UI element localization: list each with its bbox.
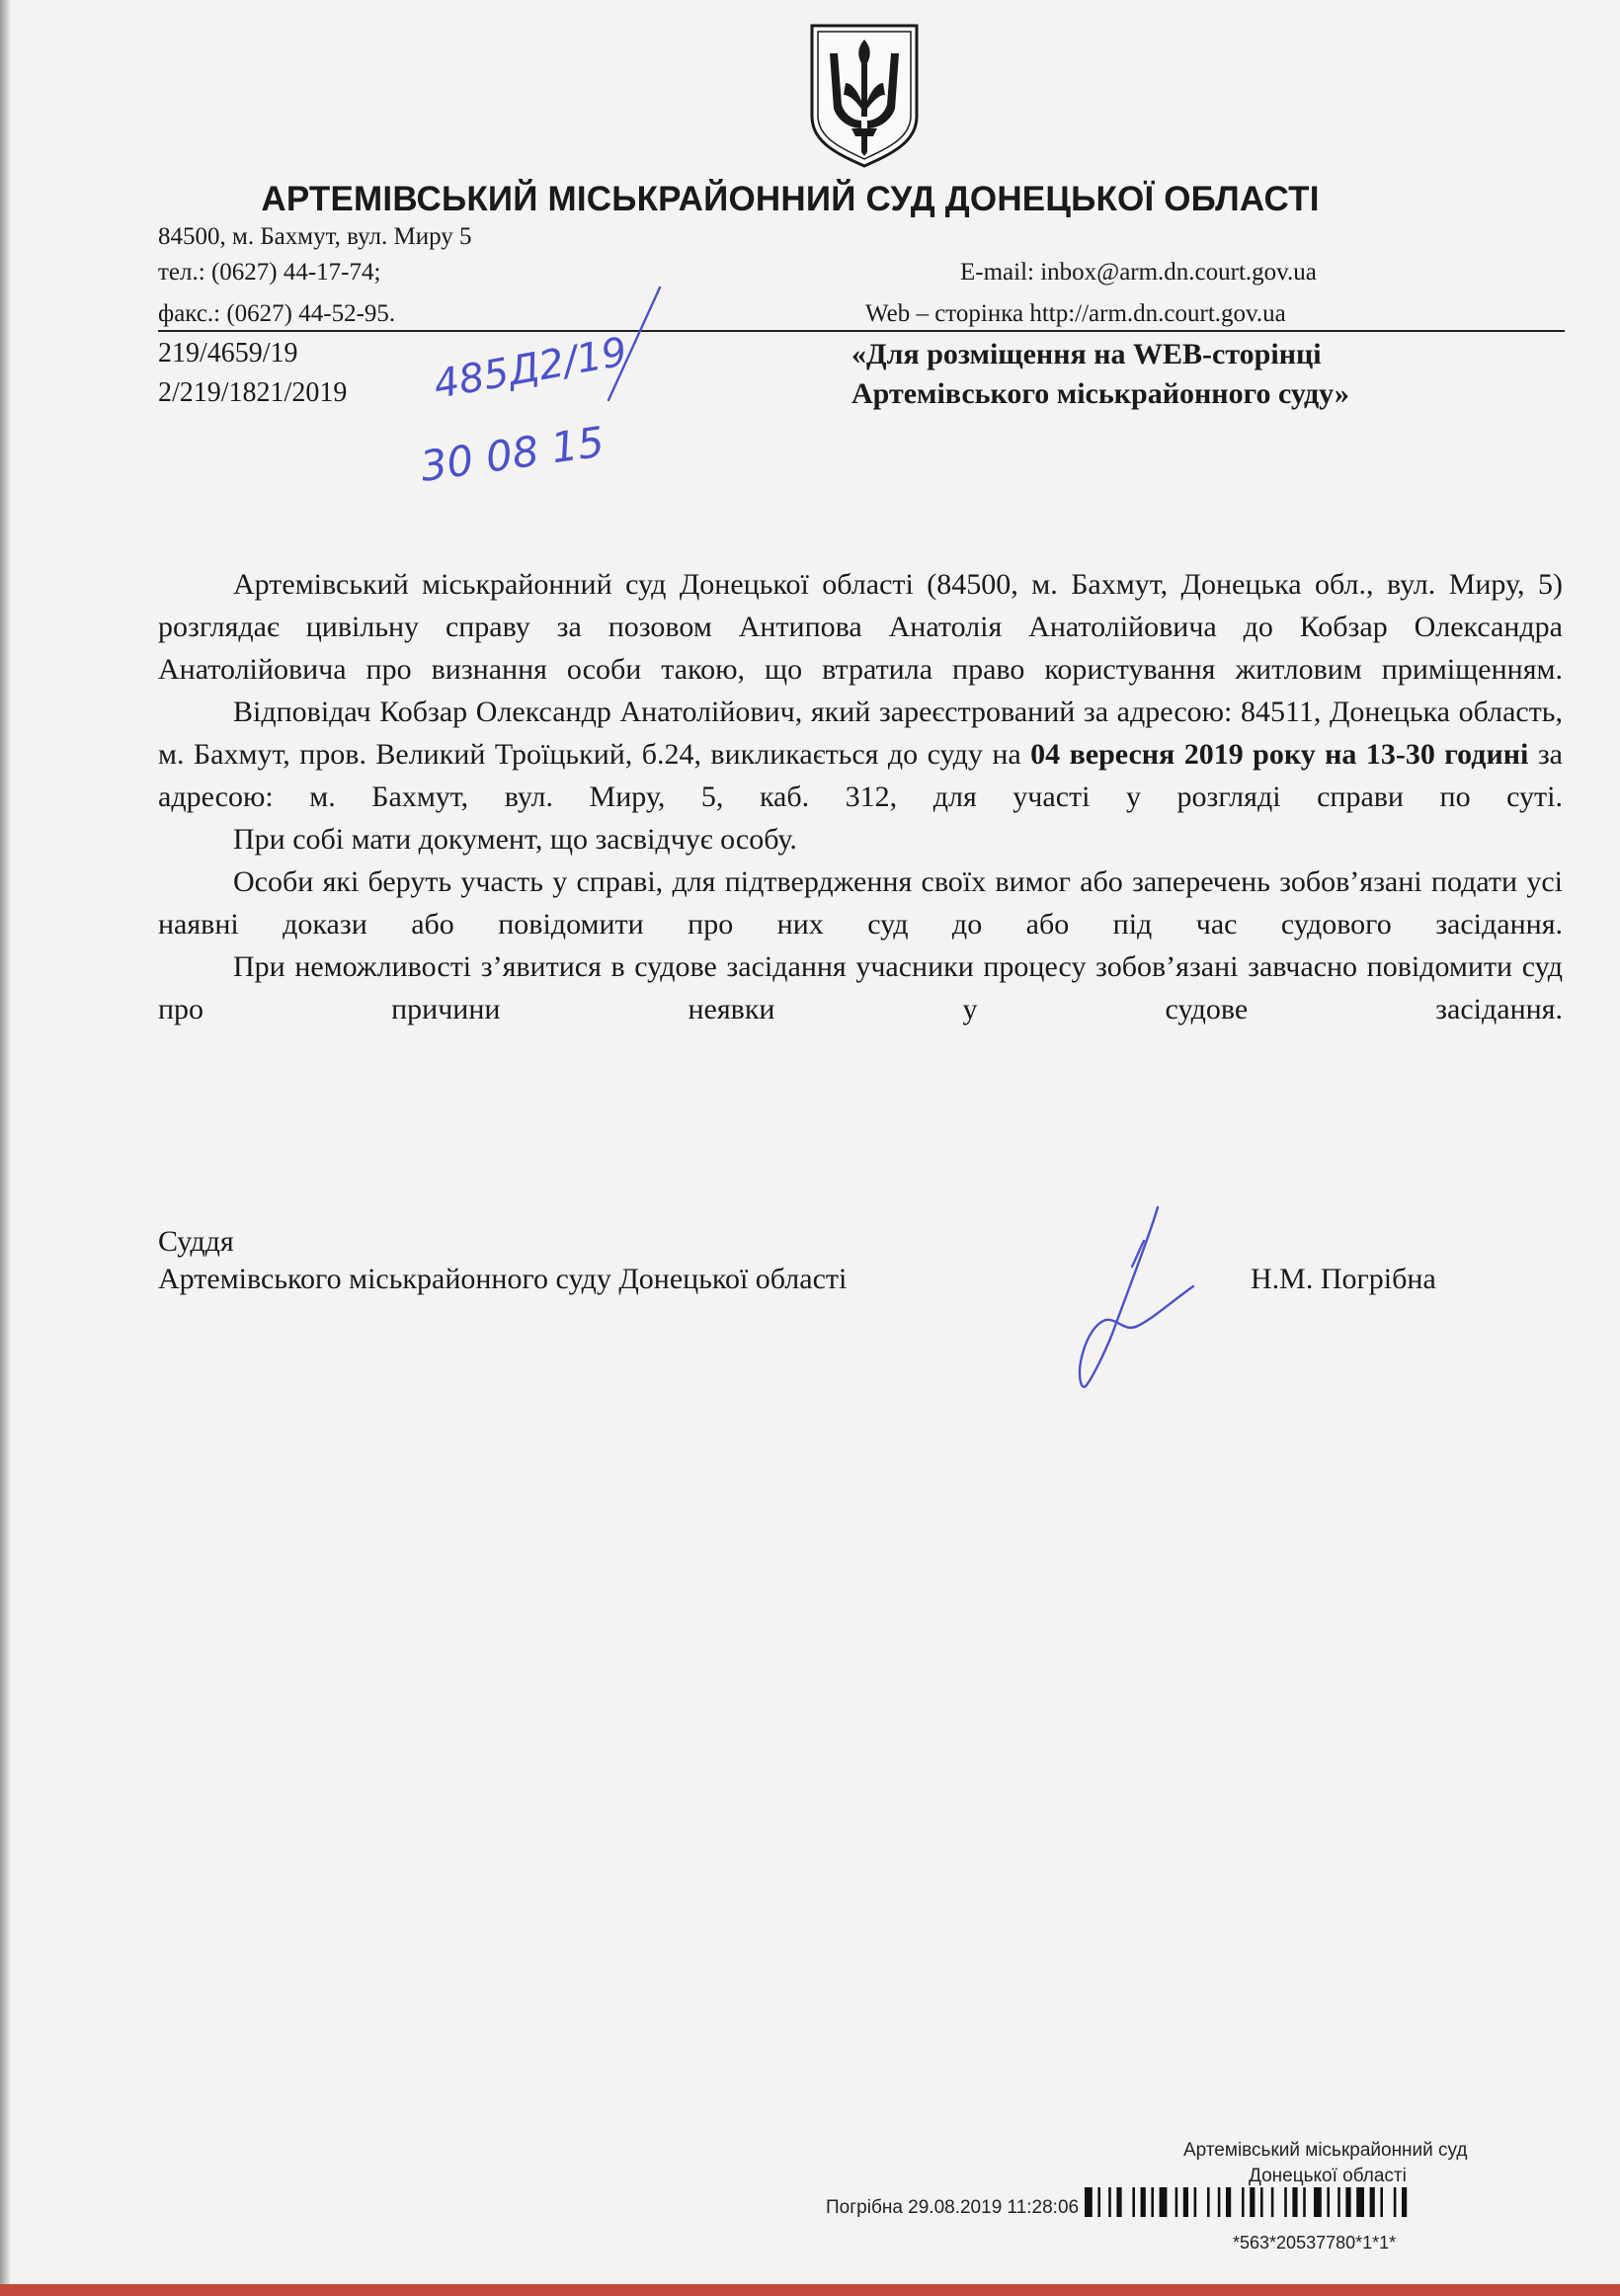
web-notice-line-1: «Для розміщення на WEB-сторінці: [851, 338, 1322, 370]
body-paragraph-2-tail: за адресою: м. Бахмут, вул. Миру, 5, каб. 312, для участі у розгляді справи по суті.: [158, 738, 1563, 813]
barcode-bar: [1284, 2187, 1287, 2217]
stamp-court-line-2: Донецької області: [1249, 2166, 1407, 2186]
document-body: [158, 563, 1563, 1030]
barcode-bar: [1380, 2187, 1383, 2217]
barcode-bar: [1194, 2187, 1197, 2217]
court-website: Web – сторінка http://arm.dn.court.gov.ua: [865, 300, 1286, 327]
judge-signature-icon: [1017, 1195, 1215, 1393]
body-paragraph-4: Особи які беруть участь у справі, для підтвердження своїх вимог або заперечень зобов’язані подати усі наявні докази або повідомити про них суд до або під час судового засідання.: [158, 865, 1563, 941]
header-divider: [158, 330, 1565, 332]
signature-title: Суддя: [158, 1225, 234, 1258]
coat-of-arms-icon: [808, 22, 921, 170]
barcode-bar: [1292, 2187, 1297, 2217]
judge-name: Н.М. Погрібна: [1251, 1263, 1436, 1295]
barcode-bar: [1160, 2187, 1168, 2217]
barcode-bar: [1356, 2187, 1364, 2217]
barcode-bar: [1337, 2187, 1340, 2217]
barcode-bar: [1151, 2187, 1154, 2217]
barcode-bar: [1175, 2187, 1178, 2217]
stamp-court-line-1: Артемівський міськрайонний суд: [1183, 2140, 1468, 2161]
court-phone: тел.: (0627) 44-17-74;: [158, 259, 381, 286]
signature-court: Артемівського міськрайонного суду Донецької області: [158, 1263, 848, 1295]
barcode-bar: [1345, 2187, 1350, 2217]
scan-bottom-edge: [0, 2284, 1620, 2296]
court-fax: факс.: (0627) 44-52-95.: [158, 300, 396, 327]
stamp-signer-time: Погрібна 29.08.2019 11:28:06: [826, 2197, 1080, 2218]
barcode-bar: [1097, 2187, 1100, 2217]
body-paragraph-3: При собі мати документ, що засвідчує особу.: [233, 823, 797, 856]
barcode-bar: [1250, 2187, 1255, 2217]
barcode-bar: [1207, 2187, 1210, 2217]
barcode-bar: [1303, 2187, 1306, 2217]
barcode-bar: [1085, 2187, 1093, 2217]
barcode-bar: [1242, 2187, 1245, 2217]
barcode-text: *563*20537780*1*1*: [1233, 2233, 1397, 2253]
barcode-bar: [1370, 2187, 1375, 2217]
barcode-bar: [1402, 2187, 1407, 2217]
barcode-icon: [1085, 2187, 1569, 2231]
barcode-bar: [1394, 2187, 1397, 2217]
barcode-bar: [1141, 2187, 1146, 2217]
body-paragraph-2: [158, 691, 1563, 818]
barcode-bar: [1271, 2187, 1274, 2217]
barcode-bar: [1218, 2187, 1221, 2217]
barcode-bar: [1108, 2187, 1111, 2217]
barcode-bar: [1132, 2187, 1135, 2217]
barcode-bar: [1327, 2187, 1330, 2217]
handwritten-date: 30 08 15: [417, 417, 608, 491]
proceeding-number: 2/219/1821/2019: [158, 377, 348, 408]
court-title: АРТЕМІВСЬКИЙ МІСЬКРАЙОННИЙ СУД ДОНЕЦЬКОЇ ОБЛАСТІ: [261, 180, 1320, 218]
web-notice-line-2: Артемівського міськрайонного суду»: [851, 377, 1349, 410]
barcode-bar: [1226, 2187, 1231, 2217]
body-paragraph-5: При неможливості з’явитися в судове засідання учасники процесу зобов’язані завчасно повідомити суд про причини неявки у судове засідання.: [158, 950, 1563, 1025]
body-paragraph-1: Артемівський міськрайонний суд Донецької області (84500, м. Бахмут, Донецька обл., вул. Миру, 5) розглядає цивільну справу за позовом Антипова Анатолія Анатолійовича до Кобзар Олександра Анатолійовича про визнання особи такою, що втратила право користування житловим приміщенням.: [158, 568, 1563, 686]
handwritten-incoming-number: 485Д2/19: [430, 329, 631, 408]
hearing-date: 04 вересня 2019 року на 13-30 годині: [1030, 738, 1529, 771]
handwritten-registration-mark: [415, 282, 672, 494]
scan-left-edge: [0, 0, 10, 2296]
barcode-bar: [1260, 2187, 1263, 2217]
court-email: E-mail: inbox@arm.dn.court.gov.ua: [960, 259, 1317, 286]
barcode-bar: [1314, 2187, 1322, 2217]
body-paragraph-2-text: Відповідач Кобзар Олександр Анатолійович, який зареєстрований за адресою: 84511, Донецька область, м. Бахмут, пров. Великий Троїцький, б.24, викликається до суду на: [158, 696, 1563, 771]
court-address: 84500, м. Бахмут, вул. Миру 5: [158, 223, 472, 250]
barcode-bar: [1183, 2187, 1188, 2217]
case-number: 219/4659/19: [158, 338, 298, 369]
barcode-bar: [1116, 2187, 1121, 2217]
